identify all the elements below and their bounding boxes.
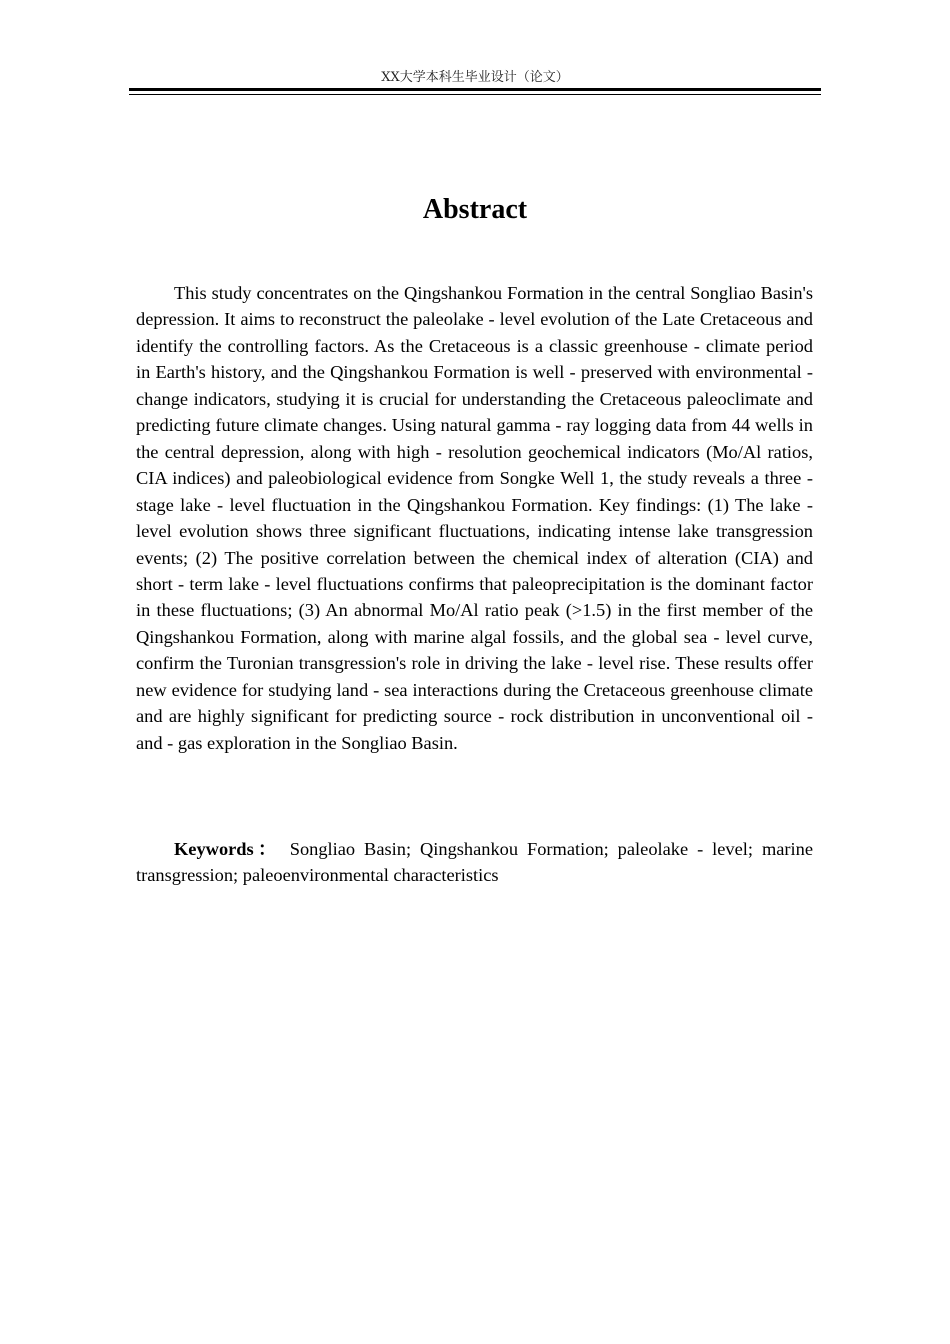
keywords-paragraph bbox=[136, 836, 813, 889]
header-rule-thin bbox=[129, 94, 821, 95]
abstract-title: Abstract bbox=[422, 194, 528, 225]
keywords-text: Songliao Basin; Qingshankou Formation; paleolake - level; marine transgression; paleoenvironmental characteristics bbox=[136, 839, 813, 886]
header-rule-thick bbox=[129, 88, 821, 91]
keywords-label: Keywords： bbox=[174, 839, 281, 859]
abstract-paragraph: This study concentrates on the Qingshankou Formation in the central Songliao Basin's depression. It aims to reconstruct the paleolake - level evolution of the Late Cretaceous and identify the controlling factors. As the Cretaceous is a classic greenhouse - climate period in Earth's history, and the Qingshankou Formation is well - preserved with environmental - change indicators, studying it is crucial for understanding the Cretaceous paleoclimate and predicting future climate changes. Using natural gamma - ray logging data from 44 wells in the central depression, along with high - resolution geochemical indicators (Mo/Al ratios, CIA indices) and paleobiological evidence from Songke Well 1, the study reveals a three - stage lake - level fluctuation in the Qingshankou Formation. Key findings: (1) The lake - level evolution shows three significant fluctuations, indicating intense lake transgression events; (2) The positive correlation between the chemical index of alteration (CIA) and short - term lake - level fluctuations confirms that paleoprecipitation is the dominant factor in these fluctuations; (3) An abnormal Mo/Al ratio peak (>1.5) in the first member of the Qingshankou Formation, along with marine algal fossils, and the global sea - level curve, confirm the Turonian transgression's role in driving the lake - level rise. These results offer new evidence for studying land - sea interactions during the Cretaceous greenhouse climate and are highly significant for predicting source - rock distribution in unconventional oil - and - gas exploration in the Songliao Basin. bbox=[136, 283, 813, 753]
page-header: XX大学本科生毕业设计（论文） bbox=[381, 70, 569, 85]
